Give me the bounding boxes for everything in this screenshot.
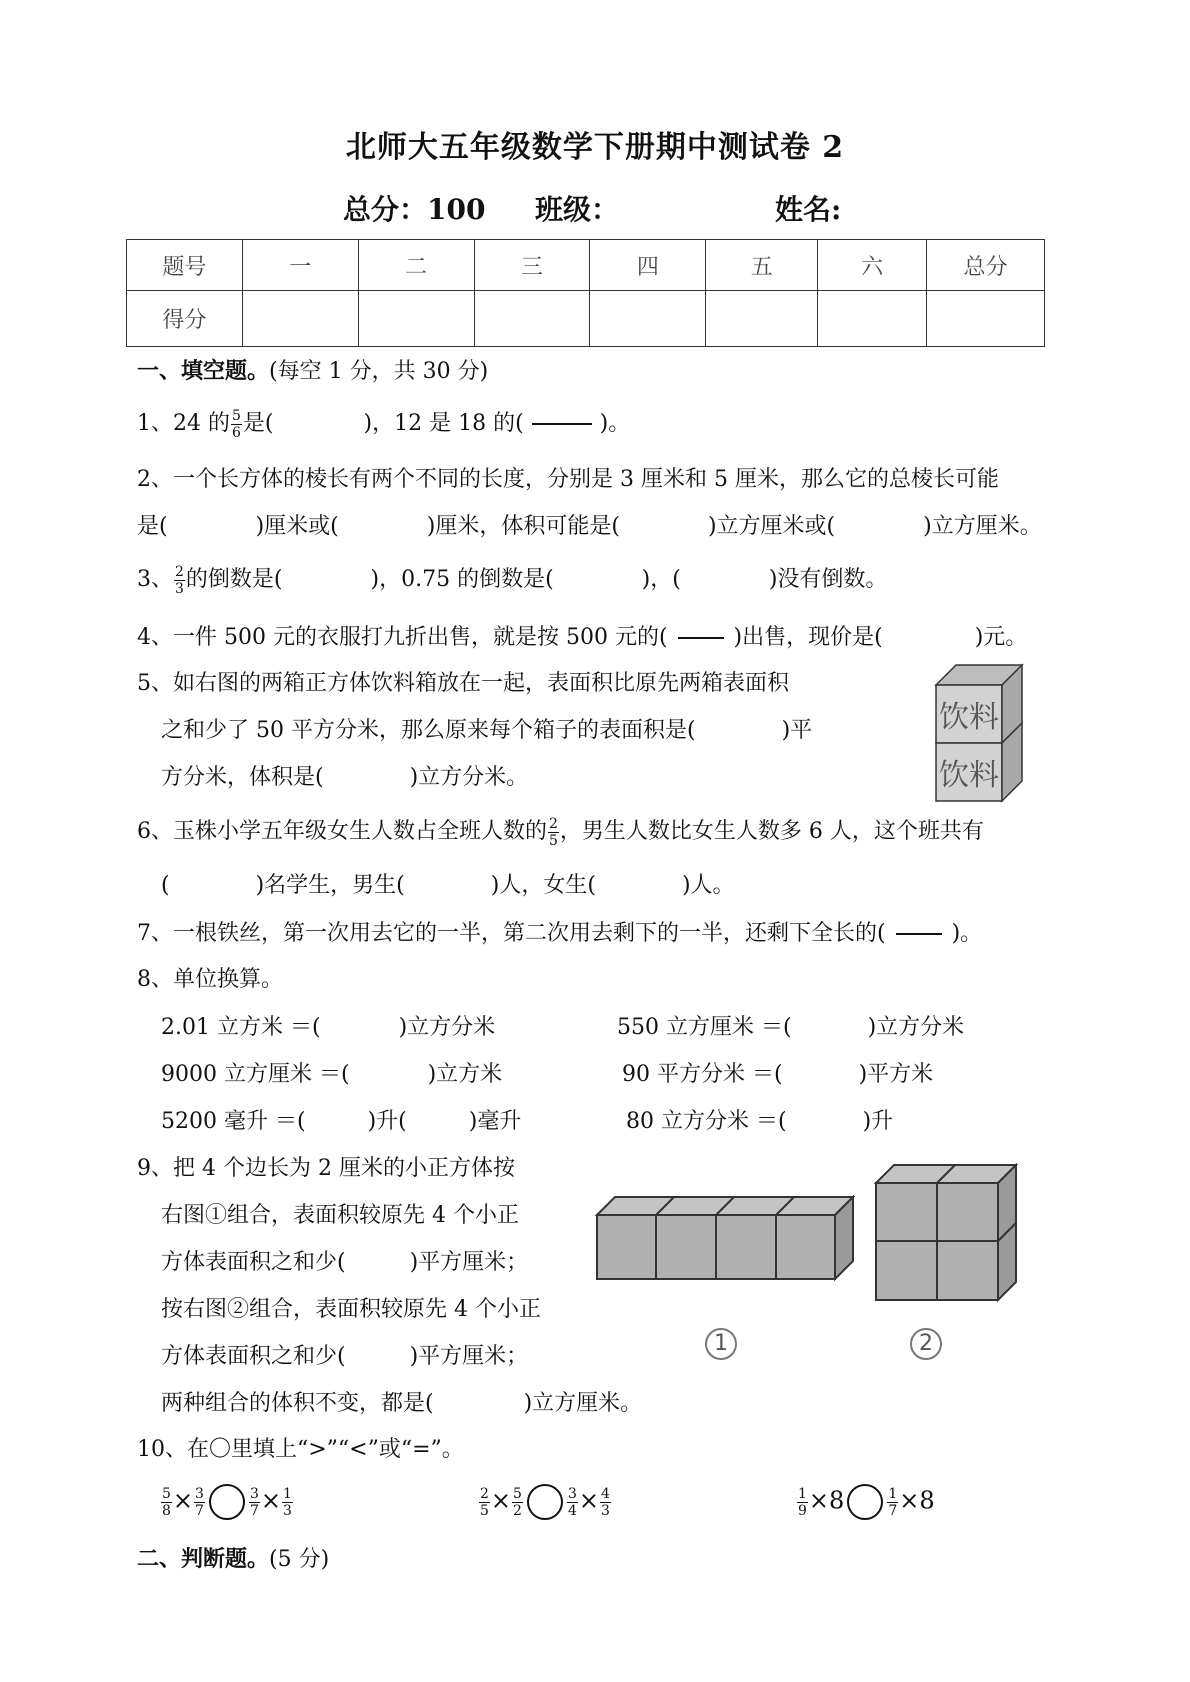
- score-cell[interactable]: [706, 291, 818, 347]
- conversion-item: 550 立方厘米 ＝( )立方分米: [617, 1015, 965, 1040]
- score-table-header-row: [127, 240, 1045, 291]
- header-cell: 六: [818, 240, 927, 291]
- header-cell: 总分: [927, 240, 1045, 291]
- fraction: $\frac{1}{3}$: [282, 1485, 292, 1519]
- question-4: 4、一件 500 元的衣服打九折出售，就是按 500 元的( )出售，现价是( )元。: [137, 625, 1028, 650]
- header-cell: 题号: [127, 240, 243, 291]
- q1-text: 是(: [242, 411, 274, 436]
- fraction: $\frac{2}{5}$: [480, 1485, 489, 1519]
- header-cell: 五: [706, 240, 818, 291]
- q1-text: )。: [599, 411, 631, 436]
- conversion-item: 80 立方分米 ＝( )升: [626, 1109, 894, 1134]
- row-label: 得分: [127, 291, 243, 347]
- fraction-blank[interactable]: [678, 637, 724, 639]
- score-cell[interactable]: [590, 291, 706, 347]
- cube-row-figure: [595, 1195, 855, 1285]
- section-1-note: (每空 1 分，共 30 分): [269, 359, 489, 384]
- fraction-blank[interactable]: [532, 423, 592, 425]
- conversion-item: 90 平方分米 ＝( )平方米: [622, 1062, 934, 1087]
- class-label: 班级：: [535, 193, 620, 226]
- question-2-line-1: 2、一个长方体的棱长有两个不同的长度，分别是 3 厘米和 5 厘米，那么它的总棱长可能: [137, 467, 999, 492]
- section-2-heading: [137, 1542, 329, 1573]
- q1-text: )，12 是 18 的(: [363, 411, 524, 436]
- fraction: $\frac{2}{3}$: [175, 563, 184, 597]
- total-score-label: 总分：100: [343, 193, 486, 226]
- header-cell: 一: [242, 240, 358, 291]
- score-cell[interactable]: [358, 291, 474, 347]
- question-6-line-2: ( )名学生，男生( )人，女生( )人。: [161, 873, 735, 898]
- fraction: $\frac{3}{4}$: [567, 1485, 577, 1519]
- header-cell: 四: [590, 240, 706, 291]
- score-cell[interactable]: [242, 291, 358, 347]
- section-2-note: (5 分): [269, 1547, 330, 1572]
- question-6-line-1: 6、玉株小学五年级女生人数占全班人数的 $\frac{2}{5}$ ，男生人数比女生人数多 6 人，这个班共有: [137, 815, 984, 849]
- box-label: 饮料: [939, 700, 999, 735]
- header-cell: 三: [474, 240, 590, 291]
- fraction: $\frac{1}{9}$: [798, 1485, 807, 1519]
- fraction: $\frac{5}{6}$: [232, 407, 241, 441]
- question-9-line-3: 方体表面积之和少( )平方厘米；: [161, 1250, 529, 1275]
- score-cell[interactable]: [818, 291, 927, 347]
- score-table: [126, 239, 1045, 347]
- question-3: 3、 $\frac{2}{3}$ 的倒数是( )，0.75 的倒数是( )，( )没有倒数。: [137, 563, 888, 597]
- fraction: $\frac{4}{3}$: [600, 1485, 610, 1519]
- name-label: 姓名:: [775, 193, 842, 226]
- question-7: 7、一根铁丝，第一次用去它的一半，第二次用去剩下的一半，还剩下全长的( )。: [137, 921, 983, 946]
- question-9-line-2: 右图①组合，表面积较原先 4 个小正: [161, 1203, 519, 1228]
- fraction: $\frac{3}{7}$: [195, 1485, 204, 1519]
- question-9-line-1: 9、把 4 个边长为 2 厘米的小正方体按: [137, 1156, 515, 1181]
- score-table-score-row: [127, 291, 1045, 347]
- drink-boxes-figure: [930, 655, 1030, 805]
- compare-circle[interactable]: [527, 1484, 563, 1520]
- figure-1-label: 1: [705, 1328, 737, 1360]
- score-cell[interactable]: [474, 291, 590, 347]
- comparison-2: $\frac{2}{5}$ × $\frac{5}{2}$ $\frac{3}{4}$ × $\frac{4}{3}$: [480, 1485, 610, 1519]
- question-9-line-6: 两种组合的体积不变，都是( )立方厘米。: [161, 1391, 643, 1416]
- question-1: [137, 406, 630, 441]
- box-label: 饮料: [939, 758, 999, 793]
- compare-circle[interactable]: [847, 1484, 883, 1520]
- page-title: 北师大五年级数学下册期中测试卷 2: [345, 130, 845, 165]
- question-8-title: 8、单位换算。: [137, 967, 283, 992]
- fraction: $\frac{1}{7}$: [888, 1485, 898, 1519]
- comparison-3: $\frac{1}{9}$ ×8 $\frac{1}{7}$ ×8: [798, 1485, 935, 1519]
- question-9-line-4: 按右图②组合，表面积较原先 4 个小正: [161, 1297, 541, 1322]
- cube-square-figure: [874, 1163, 1018, 1303]
- conversion-item: 5200 毫升 ＝( )升( )毫升: [161, 1109, 522, 1134]
- fraction: $\frac{2}{5}$: [549, 815, 558, 849]
- score-cell[interactable]: [927, 291, 1045, 347]
- fraction: $\frac{3}{7}$: [249, 1485, 259, 1519]
- question-2-line-2: 是( )厘米或( )厘米，体积可能是( )立方厘米或( )立方厘米。: [137, 514, 1042, 539]
- figure-2-label: 2: [910, 1328, 942, 1360]
- section-1-heading: [137, 354, 488, 385]
- conversion-item: 9000 立方厘米 ＝( )立方米: [161, 1062, 503, 1087]
- fraction: $\frac{5}{2}$: [513, 1485, 522, 1519]
- question-5-line-3: 方分米，体积是( )立方分米。: [161, 765, 529, 790]
- question-5-line-2: 之和少了 50 平方分米，那么原来每个箱子的表面积是( )平: [161, 718, 813, 743]
- fraction: $\frac{5}{8}$: [162, 1485, 171, 1519]
- conversion-item: 2.01 立方米 ＝( )立方分米: [161, 1015, 496, 1040]
- section-2-title: 二、判断题。: [137, 1547, 270, 1572]
- fraction-blank[interactable]: [896, 933, 942, 935]
- question-5-line-1: 5、如右图的两箱正方体饮料箱放在一起，表面积比原先两箱表面积: [137, 671, 789, 696]
- header-cell: 二: [358, 240, 474, 291]
- question-9-line-5: 方体表面积之和少( )平方厘米；: [161, 1344, 529, 1369]
- question-10-title: 10、在〇里填上“>”“<”或“=”。: [137, 1437, 464, 1462]
- section-1-title: 一、填空题。: [137, 359, 270, 384]
- q1-text: 1、24 的: [137, 411, 230, 436]
- comparison-1: $\frac{5}{8}$ × $\frac{3}{7}$ $\frac{3}{7}$ × $\frac{1}{3}$: [162, 1485, 292, 1519]
- compare-circle[interactable]: [209, 1484, 245, 1520]
